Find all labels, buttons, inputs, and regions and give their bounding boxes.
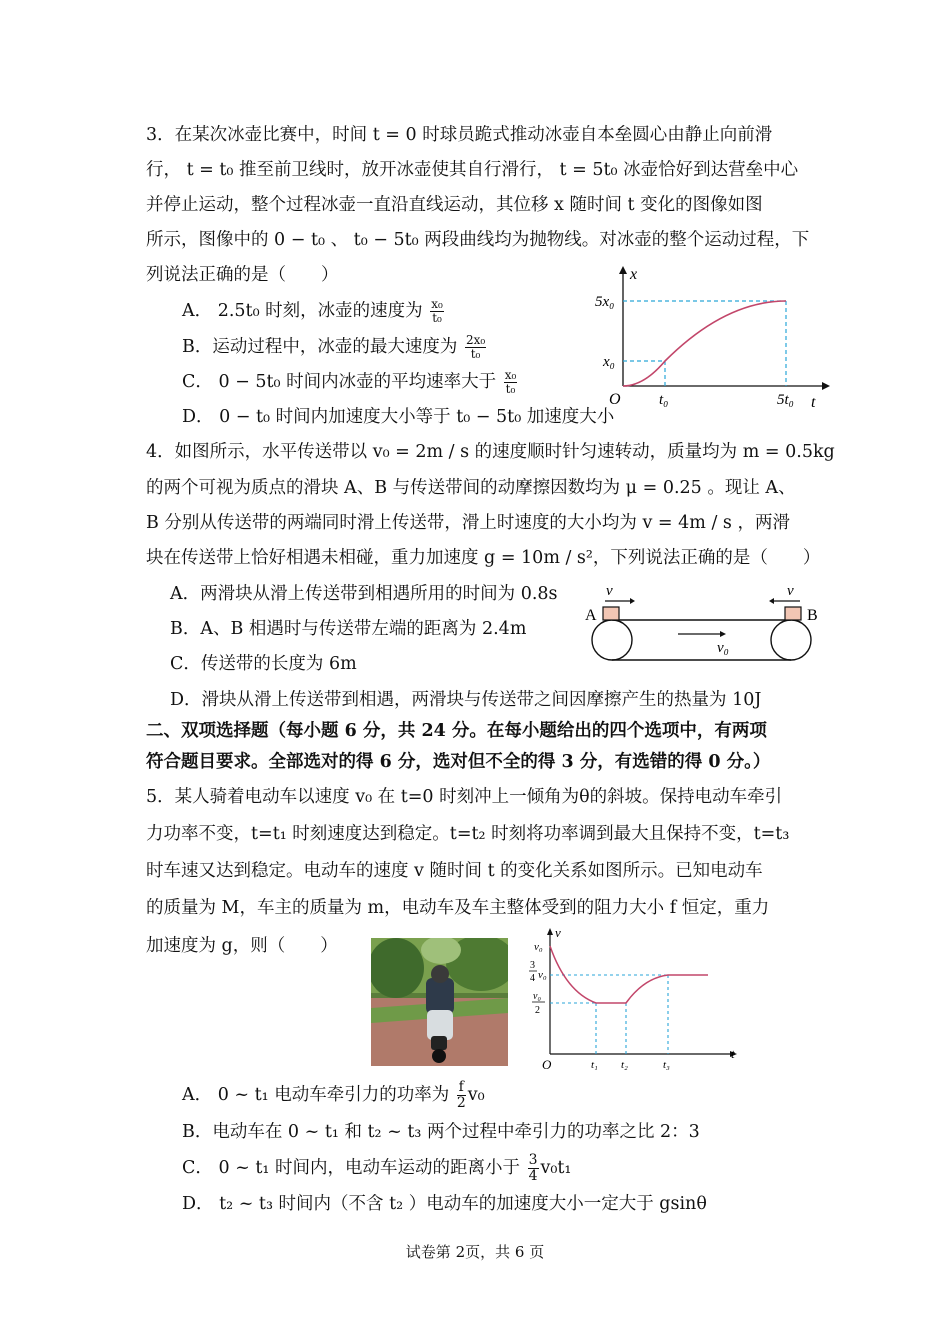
q5-line-2: 力功率不变，t=t₁ 时刻速度达到稳定。t=t₂ 时刻将功率调到最大且保持不变，t=t₃ — [146, 824, 790, 844]
q4-option-a[interactable]: A．两滑块从滑上传送带到相遇所用的时间为 0.8s — [170, 584, 558, 604]
x-axis-label: t — [811, 394, 816, 411]
q3-option-b[interactable] — [182, 333, 488, 361]
label-t2: t₂ — [621, 1059, 628, 1071]
label-half-num: v₀ — [533, 991, 541, 1002]
arrow-b-head — [769, 598, 774, 604]
label-v0: v₀ — [534, 941, 543, 953]
label-5x0: 5x₀ — [595, 294, 615, 310]
frac-num: f — [458, 1079, 464, 1095]
q5-option-a-text: A． 0 ~ t₁ 电动车牵引力的功率为 — [182, 1085, 450, 1105]
q5-rider-photo — [371, 938, 508, 1066]
label-half-den: 2 — [535, 1005, 540, 1016]
block-a — [603, 607, 619, 620]
frac-num: 2x₀ — [465, 333, 486, 347]
q3-option-b-text: B．运动过程中，冰壶的最大速度为 — [182, 337, 458, 357]
q5-option-c-fraction — [528, 1153, 539, 1184]
q3-line-2: 行， t = t₀ 推至前卫线时，放开冰壶使其自行滑行， t = 5t₀ 冰壶恰好到达营垒中心 — [146, 160, 799, 180]
section2-heading-line-2: 符合题目要求。全部选对的得 6 分，选对但不全的得 3 分，有选错的得 0 分。） — [146, 752, 771, 772]
q4-line-4: 块在传送带上恰好相遇未相碰，重力加速度 g = 10m / s²，下列说法正确的是（ ） — [146, 548, 821, 568]
q5-option-a[interactable] — [182, 1080, 485, 1111]
q4-line-2: 的两个可视为质点的滑块 A、B 与传送带间的动摩擦因数均为 μ = 0.25 。现让 A、 — [146, 478, 796, 498]
v-axis-label: v — [555, 926, 561, 940]
page-footer: 试卷第 2页，共 6 页 — [405, 1243, 545, 1261]
q3-option-b-fraction — [465, 334, 486, 361]
label-x0: x₀ — [603, 354, 615, 370]
q3-option-d[interactable] — [182, 403, 614, 428]
label-t3: t₃ — [663, 1059, 670, 1071]
q3-line-5: 列说法正确的是（ ） — [146, 265, 339, 285]
block-b — [785, 607, 801, 620]
label-34-den: 4 — [530, 973, 535, 984]
q5-option-c[interactable] — [182, 1153, 571, 1184]
y-axis-arrow — [619, 266, 627, 274]
q3-option-c-fraction — [504, 369, 518, 396]
label-t0: t₀ — [659, 392, 669, 408]
frac-den: 4 — [528, 1168, 538, 1184]
frac-num: 3 — [528, 1152, 538, 1168]
q4-option-d[interactable]: D．滑块从滑上传送带到相遇，两滑块与传送带之间因摩擦产生的热量为 10J — [170, 690, 762, 710]
frac-den: t₀ — [470, 347, 481, 361]
belt-arrow-head — [720, 631, 726, 637]
q5-line-1: 5．某人骑着电动车以速度 v₀ 在 t=0 时刻冲上一倾角为θ的斜坡。保持电动车牵引 — [146, 787, 783, 807]
label-t1: t₁ — [591, 1059, 598, 1071]
label-34-num: 3 — [530, 960, 535, 971]
q5-line-3: 时车速又达到稳定。电动车的速度 v 随时间 t 的变化关系如图所示。已知电动车 — [146, 861, 763, 881]
v-axis-arrow — [547, 928, 553, 935]
q3-option-c[interactable] — [182, 368, 519, 396]
frac-num: x₀ — [431, 297, 443, 311]
q5-option-b[interactable]: B．电动车在 0 ~ t₁ 和 t₂ ~ t₃ 两个过程中牵引力的功率之比 2：3 — [182, 1122, 700, 1142]
v-left-label: v — [606, 583, 613, 599]
arrow-a-head — [630, 598, 635, 604]
q3-option-c-text: C． 0 − 5t₀ 时间内冰壶的平均速率大于 — [182, 372, 497, 392]
block-b-label: B — [807, 607, 818, 624]
q3-xt-graph — [590, 262, 830, 412]
q3-line-1: 3．在某次冰壶比赛中，时间 t = 0 时球员跪式推动冰壶自本垒圆心由静止向前滑 — [146, 125, 773, 145]
q3-line-4: 所示，图像中的 0 − t₀ 、 t₀ − 5t₀ 两段曲线均为抛物线。对冰壶的整个运动过程，下 — [146, 230, 810, 250]
q4-conveyor-figure — [580, 582, 825, 668]
xt-curve — [623, 301, 786, 386]
q4-option-b[interactable]: B．A、B 相遇时与传送带左端的距离为 2.4m — [170, 619, 527, 639]
label-34-v0: v₀ — [538, 969, 547, 981]
q5-option-d[interactable]: D． t₂ ~ t₃ 时间内（不含 t₂ ）电动车的加速度大小一定大于 gsinθ — [182, 1194, 707, 1214]
left-pulley — [592, 620, 632, 660]
t-axis-label: t — [731, 1046, 735, 1061]
frac-den: 2 — [456, 1095, 466, 1111]
x-axis-arrow — [822, 382, 830, 390]
frac-den: t₀ — [505, 382, 516, 396]
origin-label: O — [609, 391, 621, 408]
q5-vt-graph — [528, 926, 740, 1076]
block-a-label: A — [585, 607, 597, 624]
q4-option-c[interactable]: C．传送带的长度为 6m — [170, 654, 357, 674]
right-pulley — [771, 620, 811, 660]
q5-option-c-tail: v₀t₁ — [540, 1158, 572, 1178]
q3-option-d-text: D． 0 − t₀ 时间内加速度大小等于 t₀ − 5t₀ 加速度大小 — [182, 407, 615, 427]
y-axis-label: x — [630, 266, 638, 283]
q3-option-a[interactable] — [182, 297, 446, 325]
q5-line-5: 加速度为 g，则（ ） — [146, 936, 338, 956]
q3-option-a-text: A． 2.5t₀ 时刻，冰壶的速度为 — [182, 301, 423, 321]
v0-label: v₀ — [717, 640, 729, 656]
section2-heading-line-1: 二、双项选择题（每小题 6 分，共 24 分。在每小题给出的四个选项中，有两项 — [146, 721, 767, 741]
q3-option-a-fraction — [430, 298, 444, 325]
q5-option-a-tail: v₀ — [467, 1085, 485, 1105]
origin-label: O — [542, 1057, 552, 1072]
q4-line-1: 4．如图所示，水平传送带以 v₀ = 2m / s 的速度顺时针匀速转动，质量均为 m = 0.5kg — [146, 442, 835, 462]
label-5t0: 5t₀ — [777, 392, 794, 408]
q4-line-3: B 分别从传送带的两端同时滑上传送带，滑上时速度的大小均为 v = 4m / s ，两滑 — [146, 513, 790, 533]
q5-option-c-text: C． 0 ~ t₁ 时间内，电动车运动的距离小于 — [182, 1158, 520, 1178]
frac-num: x₀ — [504, 368, 517, 382]
q5-option-a-fraction — [457, 1080, 466, 1111]
q5-line-4: 的质量为 M，车主的质量为 m，电动车及车主整体受到的阻力大小 f 恒定，重力 — [146, 898, 770, 918]
v-right-label: v — [787, 583, 794, 599]
q3-line-3: 并停止运动，整个过程冰壶一直沿直线运动，其位移 x 随时间 t 变化的图像如图 — [146, 195, 763, 215]
frac-den: t₀ — [432, 311, 442, 325]
